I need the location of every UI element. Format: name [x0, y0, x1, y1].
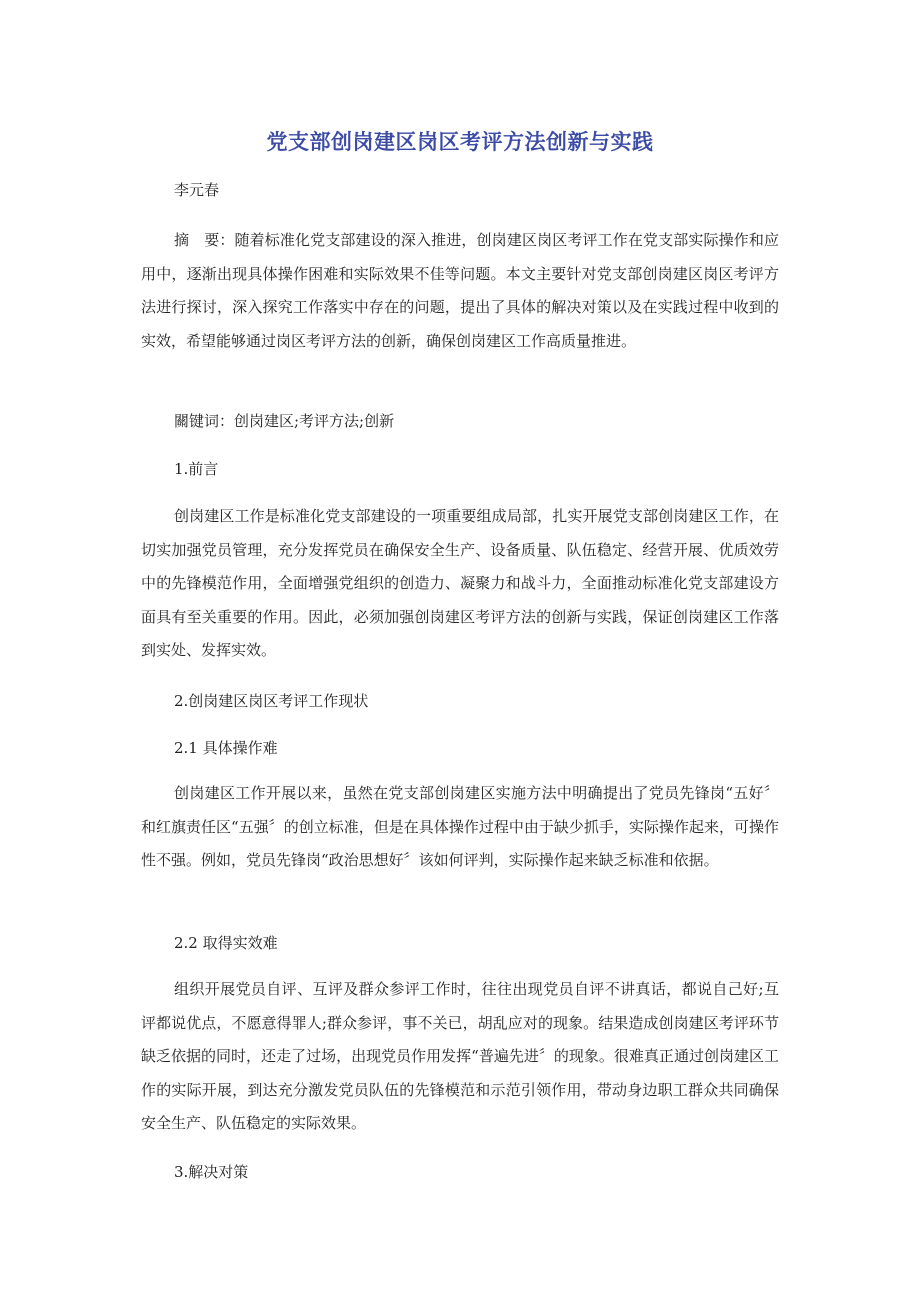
section-heading-2: 2.创岗建区岗区考评工作现状 [174, 692, 369, 710]
author-name: 李元春 [174, 181, 220, 199]
keywords-line: 關键词：创岗建区;考评方法;创新 [174, 412, 395, 430]
section-body-1: 创岗建区工作是标准化党支部建设的一项重要组成局部，扎实开展党支部创岗建区工作，在切实加强党员管理，充分发挥党员在确保安全生产、设备质量、队伍稳定、经营开展、优质效劳中的先锋模范作用，全面增强党组织的创造力、凝聚力和战斗力，全面推动标准化党支部建设方面具有至关重要的作用。因此，必须加强创岗建区考评方法的创新与实践，保证创岗建区工作落到实处、发挥实效。 [141, 507, 779, 659]
section-heading-3: 3.解决对策 [174, 1163, 249, 1181]
section-heading-1: 1.前言 [174, 460, 219, 478]
section-body-2-2: 组织开展党员自评、互评及群众参评工作时，往往出现党员自评不讲真话，都说自己好;互评都说优点，不愿意得罪人;群众参评，事不关已，胡乱应对的现象。结果造成创岗建区考评环节缺乏依据的同时，还走了过场，出现党员作用发挥“普遍先进〞的现象。很难真正通过创岗建区工作的实际开展，到达充分激发党员队伍的先锋模范和示范引领作用，带动身边职工群众共同确保安全生产、队伍稳定的实际效果。 [141, 980, 779, 1132]
section-heading-2-2: 2.2 取得实效难 [174, 934, 278, 952]
abstract-paragraph: 摘 要：随着标准化党支部建设的深入推进，创岗建区岗区考评工作在党支部实际操作和应用中，逐渐出现具体操作困难和实际效果不佳等问题。本文主要针对党支部创岗建区岗区考评方法进行探讨，深入探究工作落实中存在的问题，提出了具体的解决对策以及在实践过程中收到的实效，希望能够通过岗区考评方法的创新，确保创岗建区工作高质量推进。 [141, 231, 779, 350]
section-body-2-1: 创岗建区工作开展以来，虽然在党支部创岗建区实施方法中明确提出了党员先锋岗“五好〞和红旗责任区“五强〞的创立标准，但是在具体操作过程中由于缺少抓手，实际操作起来，可操作性不强。例如，党员先锋岗“政治思想好〞该如何评判，实际操作起来缺乏标准和依据。 [141, 784, 779, 869]
section-heading-2-1: 2.1 具体操作难 [174, 739, 278, 757]
document-title: 党支部创岗建区岗区考评方法创新与实践 [266, 129, 654, 154]
